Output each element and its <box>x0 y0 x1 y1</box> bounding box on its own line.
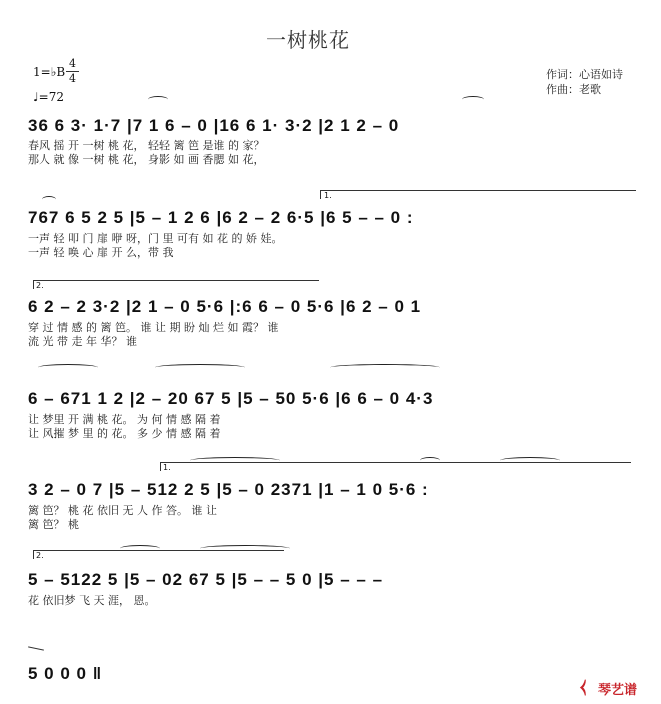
key-signature: 1=♭B <box>33 65 66 79</box>
tie-row-7 <box>28 646 44 650</box>
volta-2-label-row-3: 2. <box>36 281 44 290</box>
volta-1-bracket-row-2 <box>320 190 636 199</box>
tempo-marking: ♩=72 <box>33 90 64 104</box>
slur-row-4b <box>155 364 245 371</box>
score-row-7-notes: 5 0 0 0 ‖ <box>28 664 103 683</box>
slur-row-5b <box>420 457 440 464</box>
slur-row-5a <box>190 457 280 464</box>
slur-row-1a <box>148 96 168 103</box>
score-row-3-notes: 6 2 – 2 3·2 |2 1 – 0 5·6 |:6 6 – 0 5·6 |6 2 – 0 1 <box>28 297 422 316</box>
score-row-3-lyric-1: 穿 过 情 感 的 篱 笆。 谁 让 期 盼 灿 烂 如 霞？ 谁 <box>28 321 279 334</box>
score-row-1-notes: 36 6 3· 1·7 |7 1 6 – 0 |16 6 1· 3·2 |2 1 2 – 0 <box>28 116 400 135</box>
score-row-2-lyric-1: 一声 轻 叩 门 扉 咿 呀，门 里 可有 如 花 的 娇 娃。 <box>28 232 283 245</box>
time-signature-bottom: 4 <box>69 72 76 85</box>
volta-1-label-row-2: 1. <box>324 191 332 200</box>
score-row-2-notes: 767 6 5 2 5 |5 – 1 2 6 |6 2 – 2 6·5 |6 5 – – 0 : <box>28 208 414 227</box>
slur-row-6b <box>200 545 290 552</box>
slur-row-1b <box>462 96 484 103</box>
watermark-logo-text: 琴艺谱 <box>598 683 638 698</box>
slur-row-2a <box>42 196 56 203</box>
time-signature-line <box>66 71 79 72</box>
score-row-5-lyric-1: 篱 笆？ 桃 花 依旧 无 人 作 答。 谁 让 <box>28 504 217 517</box>
composer-credit: 作曲：老歌 <box>546 83 601 96</box>
score-row-4-lyric-2: 让 风摧 梦 里 的 花。 多 少 情 感 隔 着 <box>28 427 221 440</box>
score-row-1-lyric-1: 春风 摇 开 一树 桃 花， 轻轻 篱 笆 是谁 的 家？ <box>28 139 265 152</box>
score-row-3-lyric-2: 流 光 带 走 年 华？ 谁 <box>28 335 137 348</box>
score-row-4-notes: 6 – 671 1 2 |2 – 20 67 5 |5 – 50 5·6 |6 6 – 0 4·3 <box>28 389 434 408</box>
score-row-6-lyric-1: 花 依旧梦 飞 天 涯， 恩。 <box>28 594 156 607</box>
slur-row-5c <box>500 457 560 464</box>
volta-2-bracket-row-3 <box>33 280 319 289</box>
song-title: 一树桃花 <box>266 28 350 52</box>
volta-1-label-row-5: 1. <box>163 463 171 472</box>
score-row-5-lyric-2: 篱 笆？ 桃 <box>28 518 79 531</box>
score-row-5-notes: 3 2 – 0 7 |5 – 512 2 5 |5 – 0 2371 |1 – 1 0 5·6 : <box>28 480 429 499</box>
watermark-logo-icon: ⧼ <box>580 676 587 697</box>
score-row-4-lyric-1: 让 梦里 开 满 桃 花。 为 何 情 感 隔 着 <box>28 413 221 426</box>
lyricist-credit: 作词：心语如诗 <box>546 68 623 81</box>
time-signature-top: 4 <box>69 57 76 70</box>
slur-row-4a <box>38 364 98 371</box>
score-row-6-notes: 5 – 5122 5 |5 – 02 67 5 |5 – – 5 0 |5 – – – <box>28 570 384 589</box>
score-row-2-lyric-2: 一声 轻 唤 心 扉 开 么，带 我 <box>28 246 174 259</box>
slur-row-6a <box>120 545 160 552</box>
slur-row-4c <box>330 364 440 371</box>
volta-2-label-row-6: 2. <box>36 551 44 560</box>
score-row-1-lyric-2: 那人 就 像 一树 桃 花， 身影 如 画 香腮 如 花， <box>28 153 265 166</box>
